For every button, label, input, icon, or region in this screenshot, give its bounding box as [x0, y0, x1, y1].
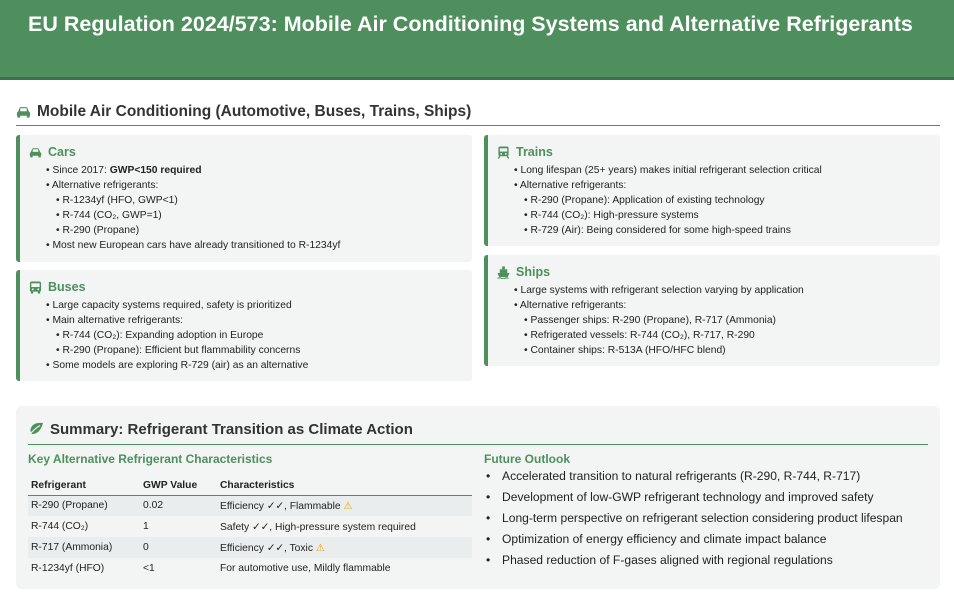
gwp-cell: 0: [140, 537, 217, 558]
table-title: Key Alternative Refrigerant Characteristics: [28, 452, 273, 466]
outlook-list: [484, 466, 903, 571]
list-item: • Alternative refrigerants:: [514, 178, 822, 193]
list-item: • Main alternative refrigerants:: [46, 313, 308, 328]
cars-list: [46, 163, 340, 253]
ships-list: [514, 283, 804, 358]
warning-icon: ⚠: [343, 500, 353, 512]
list-item: • Phased reduction of F-gases aligned with regional regulations: [484, 550, 903, 571]
trains-title: Trains: [516, 145, 553, 159]
section-title: Mobile Air Conditioning (Automotive, Buses, Trains, Ships): [37, 103, 472, 120]
list-item: • R-290 (Propane): [46, 223, 340, 238]
ships-card: [484, 255, 940, 366]
table-header-row: [28, 476, 472, 495]
list-item: • Large systems with refrigerant selection varying by application: [514, 283, 804, 298]
outlook-title: Future Outlook: [484, 452, 570, 466]
page-title: EU Regulation 2024/573: Mobile Air Conditioning Systems and Alternative Refrigerants: [28, 12, 913, 36]
column-header: Refrigerant: [28, 476, 140, 495]
refrigerant-cell: R-744 (CO₂): [31, 521, 89, 532]
list-item: • Since 2017: GWP<150 required: [46, 163, 340, 178]
list-item: • R-744 (CO₂, GWP=1): [46, 208, 340, 223]
gwp-cell: 0.02: [140, 495, 217, 516]
buses-card: [16, 270, 472, 381]
car-icon: [29, 146, 42, 159]
list-item: • Optimization of energy efficiency and climate impact balance: [484, 529, 903, 550]
list-item: • Container ships: R-513A (HFO/HFC blend): [514, 343, 804, 358]
buses-title: Buses: [48, 280, 86, 294]
list-item: • Long lifespan (25+ years) makes initial refrigerant selection critical: [514, 163, 822, 178]
refrigerant-table: [28, 476, 472, 579]
cars-title: Cars: [48, 145, 76, 159]
column-header: Characteristics: [217, 476, 472, 495]
summary-panel: [16, 406, 940, 589]
ships-title: Ships: [516, 265, 551, 279]
list-item: • R-290 (Propane): Efficient but flammability concerns: [46, 343, 308, 358]
list-item: • Large capacity systems required, safety is prioritized: [46, 298, 308, 313]
list-item: • R-729 (Air): Being considered for some high-speed trains: [514, 223, 822, 238]
list-item: • Passenger ships: R-290 (Propane), R-717 (Ammonia): [514, 313, 804, 328]
list-item: • Accelerated transition to natural refrigerants (R-290, R-744, R-717): [484, 466, 903, 487]
trains-card: [484, 135, 940, 246]
characteristics-cell: For automotive use, Mildly flammable: [220, 563, 391, 574]
page-header: [0, 0, 954, 80]
car-icon: [16, 106, 31, 118]
list-item: • R-744 (CO₂): High-pressure systems: [514, 208, 822, 223]
table-row: [28, 558, 472, 579]
buses-list: [46, 298, 308, 373]
table-row: [28, 537, 472, 558]
leaf-icon: [28, 422, 44, 436]
refrigerant-cell: R-290 (Propane): [28, 495, 140, 516]
list-item: • R-744 (CO₂): Expanding adoption in Europe: [46, 328, 308, 343]
list-item: • R-1234yf (HFO, GWP<1): [46, 193, 340, 208]
list-item: • Most new European cars have already transitioned to R-1234yf: [46, 238, 340, 253]
ship-icon: [497, 266, 510, 279]
summary-heading: [28, 420, 928, 445]
cars-card: [16, 135, 472, 262]
list-item: • Development of low-GWP refrigerant technology and improved safety: [484, 487, 903, 508]
characteristics-cell: Efficiency ✓✓, Flammable ⚠: [217, 495, 472, 516]
characteristics-cell: Safety ✓✓, High-pressure system required: [220, 521, 416, 533]
refrigerant-cell: R-1234yf (HFO): [31, 563, 105, 574]
summary-title: Summary: Refrigerant Transition as Climate Action: [50, 421, 413, 438]
list-item: • Refrigerated vessels: R-744 (CO₂), R-717, R-290: [514, 328, 804, 343]
gwp-cell: <1: [143, 563, 155, 574]
list-item: • Alternative refrigerants:: [514, 298, 804, 313]
bus-icon: [29, 281, 42, 294]
list-item: • Alternative refrigerants:: [46, 178, 340, 193]
list-item: • R-290 (Propane): Application of existing technology: [514, 193, 822, 208]
list-item: • Long-term perspective on refrigerant selection considering product lifespan: [484, 508, 903, 529]
train-icon: [497, 146, 510, 159]
characteristics-cell: Efficiency ✓✓, Toxic ⚠: [217, 537, 472, 558]
trains-list: [514, 163, 822, 238]
warning-icon: ⚠: [315, 542, 325, 554]
refrigerant-cell: R-717 (Ammonia): [28, 537, 140, 558]
table-row: [28, 495, 472, 516]
column-header: GWP Value: [140, 476, 217, 495]
table-row: [28, 516, 472, 537]
list-item: • Some models are exploring R-729 (air) as an alternative: [46, 358, 308, 373]
gwp-cell: 1: [143, 521, 149, 532]
section-heading: [16, 101, 940, 126]
